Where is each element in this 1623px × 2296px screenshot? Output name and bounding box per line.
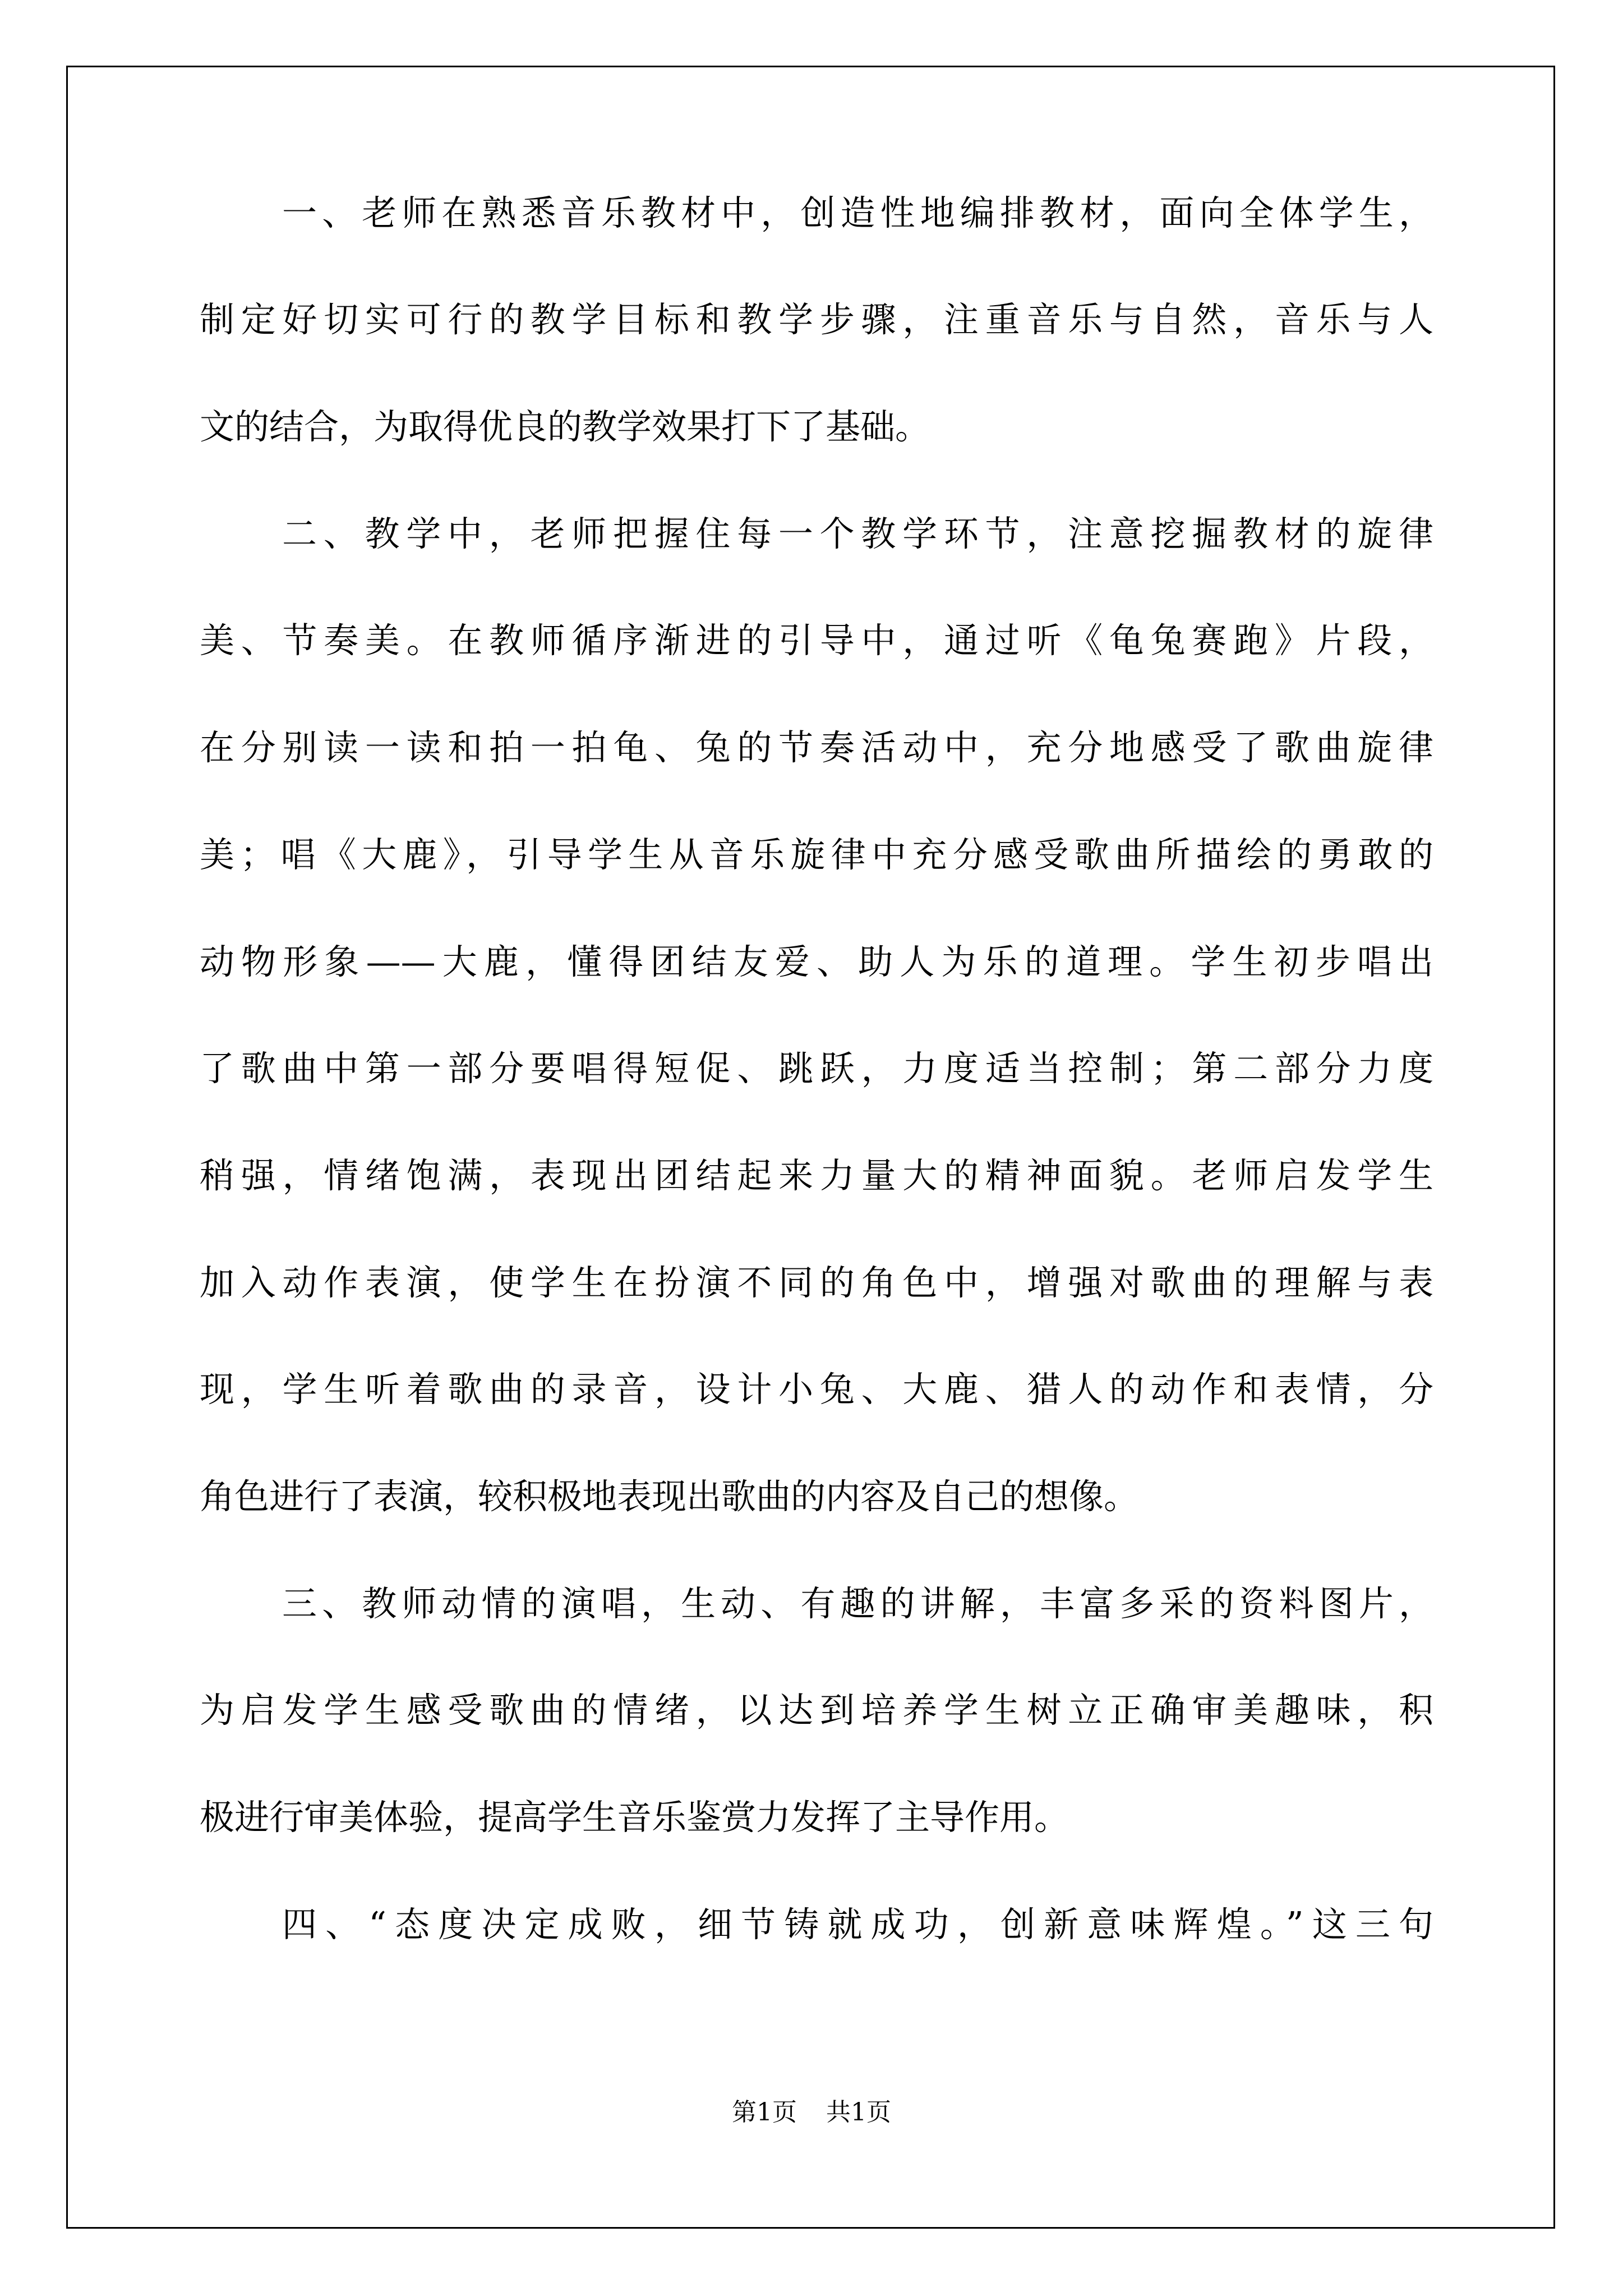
text-line: 美；唱《大鹿》，引导学生从音乐旋律中充分感受歌曲所描绘的勇敢的 — [200, 834, 1433, 875]
text-line: 制定好切实可行的教学目标和教学步骤，注重音乐与自然，音乐与人 — [200, 299, 1433, 340]
text-line: 一、老师在熟悉音乐教材中，创造性地编排教材，面向全体学生， — [282, 192, 1433, 233]
text-line: 动物形象——大鹿，懂得团结友爱、助人为乐的道理。学生初步唱出 — [200, 941, 1433, 982]
text-line: 在分别读一读和拍一拍龟、兔的节奏活动中，充分地感受了歌曲旋律 — [200, 727, 1433, 768]
text-line: 三、教师动情的演唱，生动、有趣的讲解，丰富多采的资料图片， — [282, 1583, 1433, 1624]
text-line: 角色进行了表演，较积极地表现出歌曲的内容及自己的想像。 — [200, 1476, 1139, 1517]
page-count: 共1页 — [826, 2098, 891, 2127]
text-line: 稍强，情绪饱满，表现出团结起来力量大的精神面貌。老师启发学生 — [200, 1155, 1433, 1196]
text-line: 美、节奏美。在教师循序渐进的引导中，通过听《龟兔赛跑》片段， — [200, 620, 1433, 661]
page-footer — [0, 2097, 1623, 2128]
page-number: 第1页 — [732, 2098, 797, 2127]
text-line: 现，学生听着歌曲的录音，设计小兔、大鹿、猎人的动作和表情，分 — [200, 1369, 1433, 1410]
text-line: 文的结合，为取得优良的教学效果打下了基础。 — [200, 406, 930, 447]
text-line: 二、教学中，老师把握住每一个教学环节，注意挖掘教材的旋律 — [282, 513, 1433, 554]
text-line: 加入动作表演，使学生在扮演不同的角色中，增强对歌曲的理解与表 — [200, 1262, 1433, 1303]
text-line: 为启发学生感受歌曲的情绪，以达到培养学生树立正确审美趣味，积 — [200, 1690, 1433, 1731]
text-line: 了歌曲中第一部分要唱得短促、跳跃，力度适当控制；第二部分力度 — [200, 1048, 1433, 1089]
text-line: 四、“态度决定成败，细节铸就成功，创新意味辉煌。”这三句 — [282, 1904, 1433, 1945]
text-line: 极进行审美体验，提高学生音乐鉴赏力发挥了主导作用。 — [200, 1797, 1069, 1838]
